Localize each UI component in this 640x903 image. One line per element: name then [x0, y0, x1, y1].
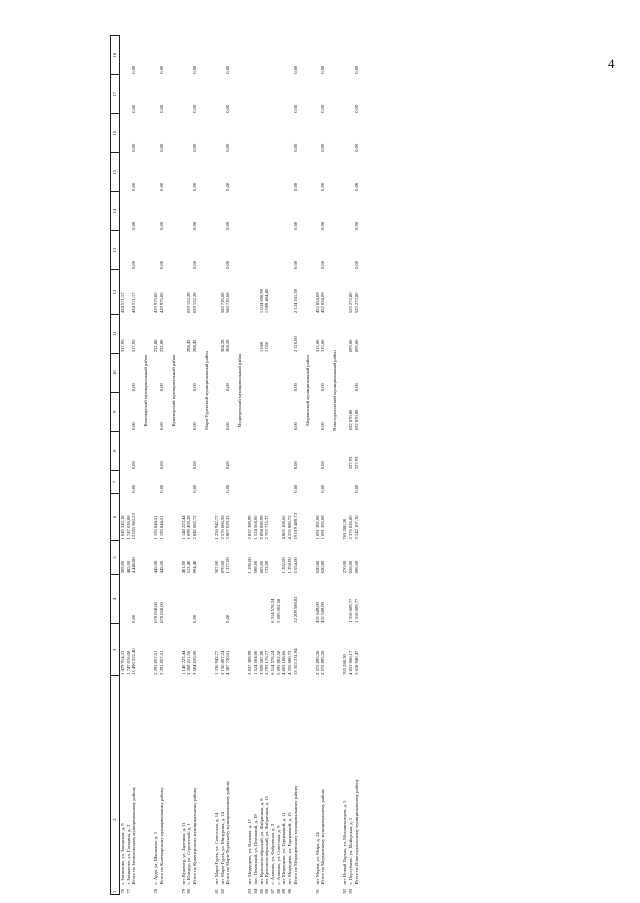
value-cell-col-11: 1 056 — [264, 341, 270, 353]
address-cell — [159, 676, 171, 895]
value-cell-col-13: 0,00 — [292, 260, 298, 269]
row-number: 83 — [247, 888, 253, 894]
value-cell-col-10: 0,00 — [158, 383, 164, 392]
value-cell-col-15: 0,00 — [131, 182, 137, 191]
value-cell-col-3: 5 695 002,58 — [275, 650, 281, 675]
address-text: Итого по Куженерскому муниципальному району — [192, 787, 198, 885]
header-cell-16: 16 — [111, 114, 120, 153]
header-cell-4: 4 — [111, 574, 120, 623]
value-cell-col-15: 0,00 — [353, 182, 359, 191]
value-cell-col-14: 0,00 — [353, 221, 359, 230]
address-text: Итого по Килемарскому муниципальному району — [158, 787, 164, 885]
value-cell-col-7: 0,00 — [192, 484, 198, 493]
header-cell-6: 6 — [111, 494, 120, 541]
value-cell-col-3: 1 524 504,00 — [252, 650, 258, 675]
row-number: 90 — [287, 888, 293, 894]
row-number: 93 — [347, 888, 353, 894]
value-cell-col-3: 3 150 807,24 — [219, 650, 225, 675]
value-cell-col-3: 2 291 857,51 — [158, 650, 164, 675]
district-total-row — [320, 36, 332, 895]
value-cell-col-17: 0,00 — [225, 104, 231, 113]
value-cell-col-3: 3 793 176,77 — [264, 650, 270, 675]
value-cell-col-9: 0,00 — [158, 422, 164, 431]
district-heading: Мари-Турекский муниципальный район — [203, 351, 209, 430]
header-cell-15: 15 — [111, 153, 120, 192]
value-cell-col-9: 632 870,80 — [353, 409, 359, 431]
address-text: с. Азаново, ул. Фабричная, д. 3 — [270, 823, 276, 885]
value-cell-col-8: 0,00 — [192, 461, 198, 470]
value-cell-col-11: 317,95 — [120, 339, 125, 353]
value-cell-col-6: 2 845 682,72 — [192, 515, 198, 540]
address-text: Итого по Новоторъяльскому муниципальному району — [353, 778, 359, 885]
value-cell-col-4: 678 038,00 — [158, 602, 164, 623]
value-cell-col-6: 4 803 108,66 — [281, 515, 287, 540]
address-cell — [225, 676, 237, 895]
value-cell-col-8: 227,93 — [347, 456, 353, 470]
value-cell-col-10: 0,00 — [131, 383, 137, 392]
page-number: 4 — [608, 56, 615, 71]
header-cell-14: 14 — [111, 192, 120, 231]
row-number: 78 — [153, 888, 159, 894]
value-cell-col-8: 0,00 — [225, 461, 231, 470]
value-cell-col-12: 434 571,17 — [120, 292, 125, 314]
value-cell-col-3: 4 803 108,66 — [281, 650, 287, 675]
header-cell-18: 18 — [111, 36, 120, 75]
value-cell-col-5: 5 654,00 — [292, 557, 298, 574]
value-cell-col-7: 0,00 — [292, 484, 298, 493]
address-cell — [293, 676, 305, 895]
row-number: 76 — [120, 888, 125, 894]
address-text: пгт Медведево, ул. Полевая, д. 17 — [247, 819, 253, 885]
value-cell-col-12: 659 152,28 — [192, 292, 198, 314]
value-cell-col-8: 227,93 — [353, 456, 359, 470]
address-text: пгт Медведево, ул. Торцевикой, д. 15 — [287, 812, 293, 885]
row-number: 85 — [258, 888, 264, 894]
value-cell-col-5: 598,00 — [252, 560, 258, 574]
value-cell-col-5: 4 440,80 — [131, 557, 137, 574]
value-cell-col-12: 419 975,00 — [158, 292, 164, 314]
address-text: пгт Мари-Турек, ул. Мичурина, д. 14 — [219, 812, 225, 885]
value-cell-col-6: 1 747 026,08 — [125, 515, 131, 540]
value-cell-col-17: 0,00 — [353, 104, 359, 113]
value-cell-col-3: 1 479 914,33 — [120, 650, 125, 675]
address-text: с. Пертубаево, ул. Майорская, д. 1 — [347, 817, 353, 885]
value-cell-col-6: 2 376 826,80 — [347, 515, 353, 540]
address-text: пгт Мари-Турек, ул. Советская, д. 14 — [213, 812, 219, 885]
district-heading-row — [305, 36, 315, 895]
value-cell-col-6: 1 146 223,44 — [180, 515, 186, 540]
district-heading: Моркинский муниципальный район — [304, 355, 310, 426]
value-cell-col-10: 0,00 — [225, 383, 231, 392]
value-cell-col-4: 431 649,09 — [320, 602, 326, 623]
value-cell-col-11: 232,80 — [158, 339, 164, 353]
row-number: 80 — [186, 888, 192, 894]
value-cell-col-12: 419 975,00 — [153, 292, 159, 314]
value-cell-col-14: 0,00 — [131, 221, 137, 230]
row-number: 77 — [125, 888, 131, 894]
row-number: 84 — [252, 888, 258, 894]
value-cell-col-5: 1 282,00 — [281, 557, 287, 574]
value-cell-col-16: 0,00 — [320, 143, 326, 152]
value-cell-col-17: 0,00 — [320, 104, 326, 113]
value-cell-col-13: 0,00 — [353, 260, 359, 269]
district-total-row — [131, 36, 143, 895]
value-cell-col-9: 0,00 — [131, 422, 137, 431]
value-cell-col-4: 0,00 — [131, 614, 137, 623]
value-cell-col-17: 0,00 — [131, 104, 137, 113]
value-cell-col-12: 525 272,80 — [347, 292, 353, 314]
row-number: 89 — [281, 888, 287, 894]
value-cell-col-16: 0,00 — [131, 143, 137, 152]
value-cell-col-3: 33 353 231,94 — [292, 648, 298, 675]
value-cell-col-18: 0,00 — [158, 65, 164, 74]
value-cell-col-6: 1 193 844,51 — [158, 515, 164, 540]
address-text: пос. Пемчилий, ул. Пемчилий, д. 19 — [252, 814, 258, 885]
value-cell-col-15: 0,00 — [292, 182, 298, 191]
address-text: с. Арда, ул. Школьная, д. 3 — [153, 832, 159, 885]
value-cell-col-11: 232,80 — [153, 339, 159, 353]
value-cell-col-13: 0,00 — [158, 260, 164, 269]
value-cell-col-17: 0,00 — [192, 104, 198, 113]
value-cell-col-5: 1 190,00 — [247, 557, 253, 574]
capital-repair-table — [110, 35, 365, 895]
value-cell-col-6: 1 691 392,08 — [314, 515, 320, 540]
row-number: 87 — [270, 888, 276, 894]
address-text: Итого по Медведевскому муниципальному району — [292, 785, 298, 885]
district-heading: Куженерский муниципальный район — [170, 354, 176, 427]
value-cell-col-6: 2 837 389,99 — [247, 515, 253, 540]
value-cell-col-11: 317,95 — [131, 339, 137, 353]
value-cell-col-9: 632 870,80 — [347, 409, 353, 431]
value-cell-col-11: 693,60 — [347, 339, 353, 353]
value-cell-col-17: 0,00 — [292, 104, 298, 113]
value-cell-col-12: 434 571,17 — [131, 292, 137, 314]
address-text: пгт Куженер, ул. Заречная, д. 11 — [180, 822, 186, 885]
value-cell-col-8: 0,00 — [292, 461, 298, 470]
row-number: 86 — [264, 888, 270, 894]
header-cell-17: 17 — [111, 75, 120, 114]
value-cell-col-5: 620,80 — [314, 560, 320, 574]
value-cell-col-6: 2 894 890,99 — [258, 515, 264, 540]
row-number: 82 — [219, 888, 225, 894]
value-cell-col-12: 560 720,68 — [219, 292, 225, 314]
value-cell-col-3: 3 504 835,00 — [192, 650, 198, 675]
value-cell-col-3: 4 853 660,17 — [347, 650, 353, 675]
value-cell-col-7: 0,00 — [131, 484, 137, 493]
value-cell-col-7: 0,00 — [158, 484, 164, 493]
address-cell — [320, 676, 332, 895]
header-cell-3: 3 — [111, 624, 120, 676]
value-cell-col-5: 896,00 — [353, 560, 359, 574]
address-text: пгт Краснооктябрьский, ул. Фабричная, д. 9 — [258, 798, 264, 885]
value-cell-col-13: 0,00 — [131, 260, 137, 269]
value-cell-col-5: 605,00 — [258, 560, 264, 574]
district-total-row — [159, 36, 171, 895]
value-cell-col-12: 1 089 464,40 — [264, 289, 270, 314]
value-cell-col-3: 2 575 895,26 — [320, 650, 326, 675]
value-cell-col-13: 0,00 — [192, 260, 198, 269]
district-heading-row — [237, 36, 247, 895]
header-cell-5: 5 — [111, 541, 120, 575]
value-cell-col-5: 309,00 — [120, 560, 125, 574]
address-text: Итого по Звениговскому муниципальному району — [131, 786, 137, 885]
address-text: пгт Краснооктябрьский, ул. Фабричная, д. 15 — [264, 796, 270, 885]
address-text: пгт Морки, ул. Мира, д. 24 — [314, 832, 320, 885]
value-cell-col-3: 4 387 750,01 — [225, 650, 231, 675]
value-cell-col-9: 0,00 — [192, 422, 198, 431]
value-cell-col-5: 445,00 — [153, 560, 159, 574]
value-cell-col-6: 1 691 392,08 — [320, 515, 326, 540]
address-text: Итого по Мари-Турекскому муниципальному району — [225, 780, 231, 885]
value-cell-col-6: 3 807 029,33 — [225, 515, 231, 540]
value-cell-col-4: 1 318 689,77 — [347, 598, 353, 623]
value-cell-col-18: 0,00 — [353, 65, 359, 74]
value-cell-col-4: 1 318 689,77 — [353, 598, 359, 623]
address-text: г. Звенигово, ул. Заводская, д. 9 — [120, 823, 125, 885]
value-cell-col-6: 19 019 489,73 — [292, 513, 298, 540]
value-cell-col-14: 0,00 — [225, 221, 231, 230]
value-cell-col-3: 765 280,30 — [342, 654, 348, 675]
value-cell-col-6: 13 055 981,23 — [131, 513, 137, 540]
value-cell-col-3: 1 236 942,77 — [213, 650, 219, 675]
value-cell-col-12: 525 272,80 — [353, 292, 359, 314]
value-cell-col-13: 0,00 — [320, 260, 326, 269]
value-cell-col-10: 0,00 — [320, 383, 326, 392]
value-cell-col-16: 0,00 — [225, 143, 231, 152]
value-cell-col-12: 2 124 161,39 — [292, 289, 298, 314]
value-cell-col-4: 431 649,09 — [314, 602, 320, 623]
value-cell-col-18: 0,00 — [320, 65, 326, 74]
value-cell-col-3: 2 837 389,99 — [247, 650, 253, 675]
value-cell-col-5: 994,40 — [192, 560, 198, 574]
district-heading-row — [143, 36, 153, 895]
row-number: 91 — [314, 888, 320, 894]
value-cell-col-11: 693,60 — [353, 339, 359, 353]
value-cell-col-7: 0,00 — [225, 484, 231, 493]
value-cell-col-11: 2 116,00 — [292, 336, 298, 353]
header-cell-7: 7 — [111, 470, 120, 493]
rotated-table-frame — [110, 35, 615, 895]
district-heading: Медведевский муниципальный район — [237, 353, 243, 428]
value-cell-col-14: 0,00 — [320, 221, 326, 230]
value-cell-col-18: 0,00 — [192, 65, 198, 74]
value-cell-col-16: 0,00 — [192, 143, 198, 152]
row-number: 88 — [275, 888, 281, 894]
address-text: г. Звенигово, ул. Гагарина, д. 3 — [125, 824, 131, 885]
value-cell-col-16: 0,00 — [158, 143, 164, 152]
value-cell-col-11: 294,45 — [186, 339, 192, 353]
value-cell-col-8: 0,00 — [158, 461, 164, 470]
value-cell-col-6: 2 703 715,37 — [264, 515, 270, 540]
value-cell-col-6: 4 255 880,72 — [287, 515, 293, 540]
value-cell-col-5: 722,00 — [264, 560, 270, 574]
header-cell-1: 1 — [112, 890, 118, 893]
value-cell-col-6: 1 236 942,77 — [213, 515, 219, 540]
district-heading-row — [204, 36, 214, 895]
header-row — [111, 36, 120, 895]
value-cell-col-6: 1 193 844,51 — [153, 515, 159, 540]
district-total-row — [354, 36, 366, 895]
value-cell-col-4: 678 038,00 — [153, 602, 159, 623]
row-number: 92 — [342, 888, 348, 894]
value-cell-col-4: 5 695 002,58 — [275, 598, 281, 623]
value-cell-col-11: 304,28 — [225, 339, 231, 353]
value-cell-col-3: 1 146 223,44 — [180, 650, 186, 675]
address-text: пгт Медведево, ул. Торцевикой, д. 11 — [281, 812, 287, 885]
address-text: пгт Новый Торъял, ул. Механизаторов, д. 5 — [342, 800, 348, 885]
value-cell-col-9: 0,00 — [292, 422, 298, 431]
value-cell-col-5: 620,80 — [320, 560, 326, 574]
address-text: Итого по Моркинскому муниципальному району — [320, 788, 326, 885]
value-cell-col-9: 0,00 — [225, 422, 231, 431]
row-number: 81 — [213, 888, 219, 894]
header-cell-11: 11 — [111, 314, 120, 353]
value-cell-col-12: 452 854,09 — [314, 292, 320, 314]
district-heading-row — [171, 36, 181, 895]
value-cell-col-11: 1 060 — [258, 341, 264, 353]
value-cell-col-10: 0,00 — [353, 383, 359, 392]
value-cell-col-6: 1 045 343,18 — [120, 515, 125, 540]
value-cell-col-8: 0,00 — [131, 461, 137, 470]
value-cell-col-3: 13 490 552,40 — [131, 648, 137, 675]
district-heading: Новоторъяльский муниципальный район — [332, 350, 338, 431]
value-cell-col-11: 294,45 — [192, 339, 198, 353]
value-cell-col-18: 0,00 — [292, 65, 298, 74]
value-cell-col-14: 0,00 — [158, 221, 164, 230]
value-cell-col-15: 0,00 — [158, 182, 164, 191]
value-cell-col-12: 560 720,68 — [225, 292, 231, 314]
value-cell-col-15: 0,00 — [192, 182, 198, 191]
value-cell-col-6: 1 699 459,28 — [186, 515, 192, 540]
district-total-row — [225, 36, 237, 895]
header-cell-8: 8 — [111, 431, 120, 470]
value-cell-col-3: 2 358 611,56 — [186, 650, 192, 675]
value-cell-col-12: 659 152,28 — [186, 292, 192, 314]
value-cell-col-5: 513,40 — [186, 560, 192, 574]
header-cell-10: 10 — [111, 353, 120, 392]
value-cell-col-3: 3 929 587,98 — [258, 650, 264, 675]
value-cell-col-11: 315,60 — [320, 339, 326, 353]
value-cell-col-7: 0,00 — [353, 484, 359, 493]
value-cell-col-18: 0,00 — [225, 65, 231, 74]
value-cell-col-3: 4 255 880,72 — [287, 650, 293, 675]
value-cell-col-14: 0,00 — [292, 221, 298, 230]
value-cell-col-12: 1 034 696,99 — [258, 289, 264, 314]
value-cell-col-14: 0,00 — [192, 221, 198, 230]
value-cell-col-18: 0,00 — [131, 65, 137, 74]
header-cell-2: 2 — [112, 818, 118, 821]
value-cell-col-3: 1 747 026,08 — [125, 650, 131, 675]
value-cell-col-11: 315,60 — [314, 339, 320, 353]
value-cell-col-6: 2 570 086,56 — [219, 515, 225, 540]
header-cell-12: 12 — [111, 270, 120, 314]
row-number: 79 — [180, 888, 186, 894]
value-cell-col-11: 304,28 — [219, 339, 225, 353]
value-cell-col-4: 0,00 — [225, 614, 231, 623]
value-cell-col-5: 870,00 — [219, 560, 225, 574]
value-cell-col-5: 1 256,00 — [287, 557, 293, 574]
value-cell-col-6: 3 142 107,10 — [353, 515, 359, 540]
district-total-row — [293, 36, 305, 895]
value-cell-col-15: 0,00 — [225, 182, 231, 191]
address-cell — [354, 676, 366, 895]
value-cell-col-10: 0,00 — [292, 383, 298, 392]
value-cell-col-8: 0,00 — [320, 461, 326, 470]
value-cell-col-10: 0,00 — [192, 383, 198, 392]
value-cell-col-13: 0,00 — [225, 260, 231, 269]
value-cell-col-5: 270,00 — [342, 560, 348, 574]
value-cell-col-6: 765 280,30 — [342, 518, 348, 540]
district-heading-row — [332, 36, 342, 895]
value-cell-col-3: 6 514 578,24 — [270, 650, 276, 675]
table-body — [120, 36, 366, 895]
district-total-row — [192, 36, 204, 895]
value-cell-col-4: 0,00 — [192, 614, 198, 623]
value-cell-col-5: 445,00 — [158, 560, 164, 574]
value-cell-col-17: 0,00 — [158, 104, 164, 113]
address-cell — [192, 676, 204, 895]
value-cell-col-15: 0,00 — [320, 182, 326, 191]
value-cell-col-4: 12 209 580,82 — [292, 596, 298, 623]
value-cell-col-5: 481,00 — [180, 560, 186, 574]
value-cell-col-16: 0,00 — [353, 143, 359, 152]
address-text: с. Юледур, ул. Строителей, д. 1 — [186, 823, 192, 885]
value-cell-col-6: 1 524 504,00 — [252, 515, 258, 540]
value-cell-col-5: 626,00 — [347, 560, 353, 574]
header-cell-1-2 — [111, 676, 120, 895]
header-cell-9: 9 — [111, 392, 120, 431]
address-cell — [131, 676, 143, 895]
value-cell-col-5: 1 377,00 — [225, 557, 231, 574]
value-cell-col-12: 452 854,09 — [320, 292, 326, 314]
value-cell-col-4: 6 514 578,24 — [270, 598, 276, 623]
value-cell-col-16: 0,00 — [292, 143, 298, 152]
value-cell-col-7: 0,00 — [320, 484, 326, 493]
value-cell-col-9: 0,00 — [320, 422, 326, 431]
header-cell-13: 13 — [111, 231, 120, 270]
value-cell-col-5: 507,00 — [213, 560, 219, 574]
district-heading: Килемарский муниципальный район — [143, 354, 149, 427]
address-text: с. Азаново, ул. Советская, д. 9 — [275, 825, 281, 885]
value-cell-col-3: 2 575 895,26 — [314, 650, 320, 675]
value-cell-col-5: 485,00 — [125, 560, 131, 574]
value-cell-col-3: 5 618 940,47 — [353, 650, 359, 675]
value-cell-col-3: 2 291 857,51 — [153, 650, 159, 675]
